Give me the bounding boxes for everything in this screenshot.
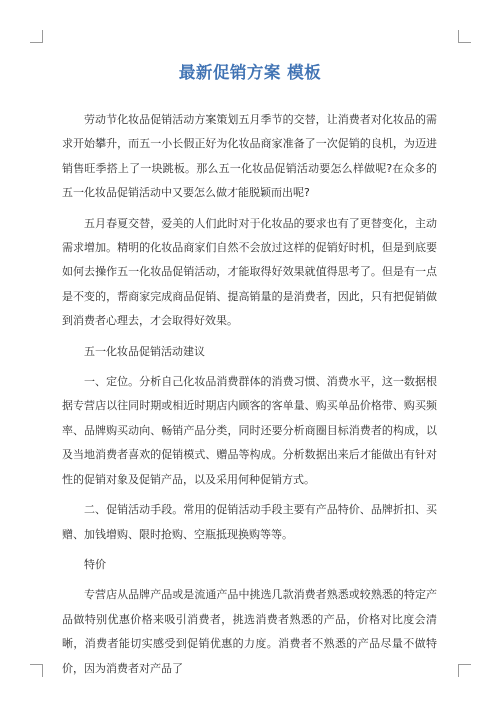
paragraph-promotion-methods: 二、促销活动手段。常用的促销活动手段主要有产品特价、品牌折扣、买赠、加钱增购、限时抢购、空瓶抵现换购等等。 — [62, 503, 437, 541]
crop-mark-bottom-left — [30, 664, 43, 677]
crop-mark-bottom-right — [458, 664, 471, 677]
paragraph-positioning: 一、定位。分析自己化妆品消费群体的消费习惯、消费水平，这一数据根据专营店以往同时期或相近时期店内顾客的客单量、购买单品价格带、购买频率、品牌购买动向、畅销产品分类，同时还要分析商圈目标消费者的构成，以及当地消费者喜欢的促销模式、赠品等构成。分析数据出来后才能做出有针对性的促销对象及促销产品，以及采用何种促销方式。 — [62, 375, 437, 486]
crop-mark-top-left — [30, 30, 43, 43]
paragraph-may-season: 五月春夏交替，爱美的人们此时对于化妆品的要求也有了更替变化，主动需求增加。精明的化妆品商家们自然不会放过这样的促销好时机，但是到底要如何去操作五一化妆品促销活动，才能取得好效果就值得思考了。但是有一点是不变的，帮商家完成商品促销、提高销量的是消费者，因此，只有把促销做到消费者心理去，才会取得好效果。 — [62, 216, 437, 328]
crop-mark-top-right — [458, 30, 471, 43]
section-heading-suggestions: 五一化妆品促销活动建议 — [84, 344, 205, 358]
paragraph-special-price: 专营店从品牌产品或是流通产品中挑选几款消费者熟悉或较熟悉的特定产品做特别优惠价格来吸引消费者，挑选消费者熟悉的产品，价格对比度会清晰，消费者能切实感受到促销优惠的力度。消费者不熟悉的产品尽量不做特价，因为消费者对产品了 — [62, 588, 437, 675]
document-body — [62, 108, 437, 687]
section-heading-special-price: 特价 — [84, 557, 106, 571]
document-title: 最新促销方案 模板 — [178, 63, 322, 82]
paragraph-intro: 劳动节化妆品促销活动方案策划五月季节的交替，让消费者对化妆品的需求开始攀升，而五一小长假正好为化妆品商家准备了一次促销的良机，为迈进销售旺季搭上了一块跳板。那么五一化妆品促销活动要怎么样做呢?在众多的五一化妆品促销活动中又要怎么做才能脱颖而出呢? — [62, 113, 437, 200]
